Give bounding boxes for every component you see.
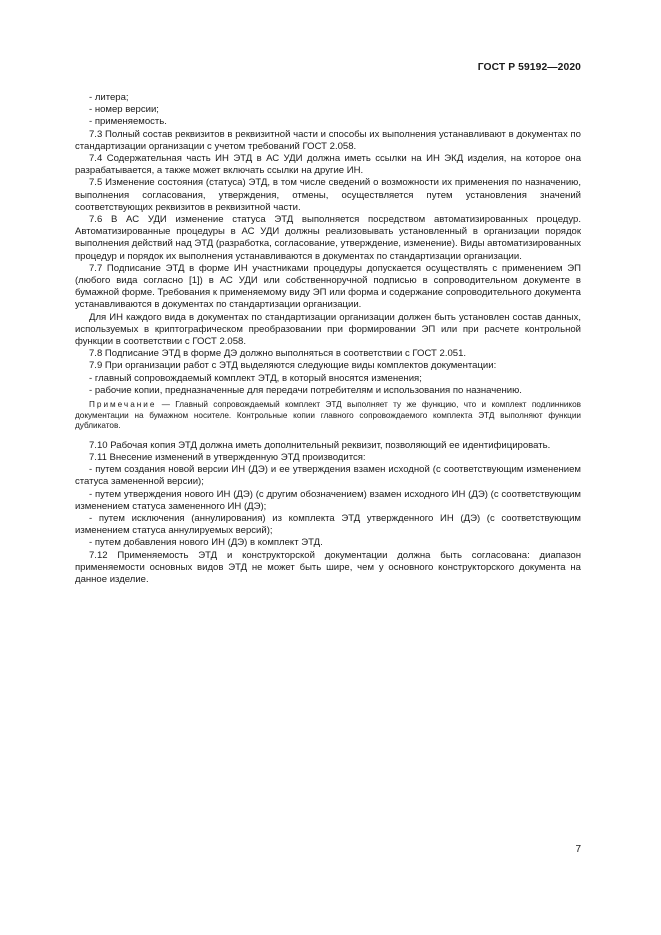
list-item: - рабочие копии, предназначенные для передачи потребителям и использования по назначению. [89, 384, 522, 396]
paragraph-7-11: 7.11 Внесение изменений в утвержденную ЭТД производится: [89, 452, 366, 464]
paragraph-7-10: 7.10 Рабочая копия ЭТД должна иметь дополнительный реквизит, позволяющий ее идентифицировать. [89, 439, 551, 451]
paragraph-7-6: 7.6 В АС УДИ изменение статуса ЭТД выполняется посредством автоматизированных процедур. Автоматизированные процедуры в АС УДИ должны реализовывать установленный в организации порядок выполнения действий над ЭТД (разработка, согласование, утверждение, изменение). Виды автоматизированных процедур и порядок их выполнения устанавливаются в документах по стандартизации организации. [75, 214, 581, 262]
list-item: - номер версии; [89, 104, 159, 116]
paragraph-7-3: 7.3 Полный состав реквизитов в реквизитной части и способы их выполнения устанавливают в документах по стандартизации организации с учетом требований ГОСТ 2.058. [75, 128, 581, 152]
paragraph-7-9: 7.9 При организации работ с ЭТД выделяются следующие виды комплектов документации: [89, 360, 497, 372]
paragraph-7-4: 7.4 Содержательная часть ИН ЭТД в АС УДИ должна иметь ссылки на ИН ЭКД изделия, на которое она разрабатывается, а также может включать ссылки на другие ИН. [75, 153, 581, 177]
page-number: 7 [575, 844, 581, 855]
note-text: — Главный сопровождаемый комплект ЭТД выполняет ту же функцию, что и комплект подлинников документации на бумажном носителе. Контрольные копии главного сопровождаемого комплекта ЭТД выполняют функции дубликатов. [75, 400, 581, 431]
document-body [75, 92, 581, 586]
list-item: - применяемость. [89, 116, 167, 128]
paragraph-7-5: 7.5 Изменение состояния (статуса) ЭТД, в том числе сведений о возможности их применения по назначению, выполнения согласования, утверждения, отмены, осуществляется путем установления значений соответствующих реквизитов в реквизитной части. [75, 177, 581, 213]
list-item: - литера; [89, 92, 129, 103]
list-item: - главный сопровождаемый комплект ЭТД, в который вносятся изменения; [89, 372, 422, 384]
paragraph-7-7: 7.7 Подписание ЭТД в форме ИН участниками процедуры допускается осуществлять с применением ЭП (любого вида согласно [1]) в АС УДИ или собственноручной подписью в сопроводительном документе в бумажной форме. Требования к применяемому виду ЭП или форма и содержание сопроводительного документа устанавливаются в документах по стандартизации организации. [75, 262, 581, 311]
list-item: - путем добавления нового ИН (ДЭ) в комплект ЭТД. [89, 537, 323, 549]
document-header: ГОСТ Р 59192—2020 [477, 62, 581, 73]
paragraph-7-7-cont: Для ИН каждого вида в документах по стандартизации организации должен быть установлен состав данных, используемых в криптографическом преобразовании при формировании ЭП или при расчете контрольной функции в соответствии с ГОСТ 2.058. [75, 311, 581, 348]
list-item: - путем создания новой версии ИН (ДЭ) и ее утверждения взамен исходной (с соответствующим изменением статуса замененной версии); [75, 464, 581, 488]
list-item: - путем утверждения нового ИН (ДЭ) (с другим обозначением) взамен исходного ИН (ДЭ) (с соответствующим изменением статуса замененного ИН (ДЭ); [75, 488, 581, 512]
paragraph-7-12: 7.12 Применяемость ЭТД и конструкторской документации должна быть согласована: диапазон применяемости основных видов ЭТД не может быть шире, чем у основного конструкторского документа на данное изделие. [75, 549, 581, 586]
note [75, 400, 581, 432]
note-label: Примечание [89, 400, 157, 410]
list-item: - путем исключения (аннулирования) из комплекта ЭТД утвержденного ИН (ДЭ) (с соответствующим изменением статуса аннулируемых версий); [75, 513, 581, 537]
paragraph-7-8: 7.8 Подписание ЭТД в форме ДЭ должно выполняться в соответствии с ГОСТ 2.051. [89, 348, 467, 360]
